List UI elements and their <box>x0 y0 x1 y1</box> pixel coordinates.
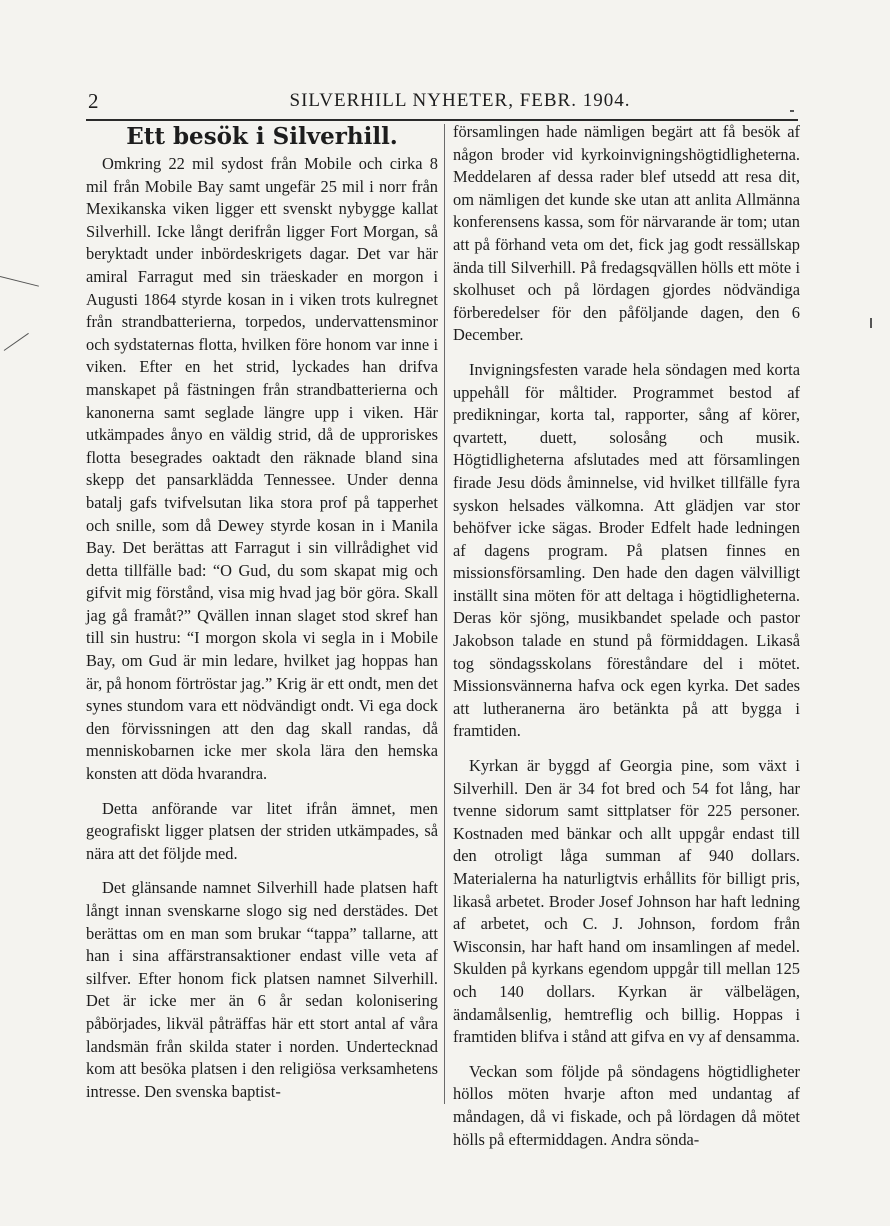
continued-paragraph: församlingen hade nämligen begärt att få besök af någon broder vid kyrkoinvigningshögtidligheterna. Meddelaren af dessa rader blef utsedd att resa dit, om nämligen det kunde ske utan att anlita Allmänna konferensens kassa, som för närvarande är tom; utan att på förhand veta om det, fick jag godt ressällskap ända till Silverhill. På fredagsqvällen hölls ett möte i skolhuset och på lördagen gjordes nödvändiga förberedelser för den påföljande dagen, den 6 December. <box>453 122 800 345</box>
paragraph: Detta anförande var litet ifrån ämnet, men geografiskt ligger platsen der striden utkämpades, så nära att det följde med. <box>86 798 438 863</box>
paragraph: Omkring 22 mil sydost från Mobile och cirka 8 mil från Mobile Bay samt ungefär 25 mil i norr från Mexikanska viken ligger ett svenskt nybygge kallat Silverhill. Icke långt derifrån ligger Fort Morgan, så beryktadt under inbördeskrigets dagar. Det var här amiral Farragut med sin träeskader en morgon i Augusti 1864 styrde kosan in i viken trots kulregnet från strandbatterierna, torpedos, undervattensminor och sydstaternas flotta, hvilken före honom var inne i viken. Efter en het strid, lyckades han drifva manskapet på fästningen från strandbatterierna och kanonerna samt seglade längre upp i viken. Här utkämpades ånyo en väldig strid, då de upproriskes flotta besegrades oaktadt den räknade bland sina skepp det pansarklädda Tennessee. Under denna batalj gafs tvifvelsutan lika stora prof på tapperhet och snille, som då Dewey styrde kosan in i Manila Bay. Det berättas att Farragut i sin villrådighet vid detta tillfälle bad: “O Gud, du som skapat mig och gifvit mig förstånd, visa mig hvad jag bör göra. Skall jag gå framåt?” Qvällen innan slaget stod skref han till sin hustru: “I morgon skola vi segla in i Mobile Bay, om Gud är min ledare, hvilket jag hoppas han är, på honom förtröstar jag.” Krig är ett ondt, men det synes stundom vara ett nödvändigt ondt. Vi ega dock den förvissningen att den dag skall randas, då menniskobarnen icke mer skola lära den hemska konsten att döda hvarandra. <box>86 154 438 784</box>
article-title: Ett besök i Silverhill. <box>126 123 398 150</box>
column-divider <box>444 124 445 1104</box>
page-number: 2 <box>88 89 99 113</box>
right-column <box>453 121 800 1163</box>
scan-mark <box>790 110 794 112</box>
scan-mark <box>4 333 29 351</box>
scan-mark <box>870 318 872 328</box>
scan-mark <box>0 276 39 287</box>
paragraph: Veckan som följde på söndagens högtidligheter höllos möten hvarje afton med undantag af måndagen, då vi fiskade, och på lördagen då mötet hölls på eftermiddagen. Andra sönda- <box>453 1061 800 1149</box>
running-head: SILVERHILL NYHETER, FEBR. 1904. <box>289 90 631 111</box>
left-column <box>86 121 438 1115</box>
paragraph: Kyrkan är byggd af Georgia pine, som växt i Silverhill. Den är 34 fot bred och 54 fot lång, har tvenne sidorum samt sittplatser för 225 personer. Kostnaden med bänkar och allt uppgår endast till den otroligt låga summan af 940 dollars. Materialerna ha naturligtvis erhållits för billigt pris, likaså arbetet. Broder Josef Johnson har haft ledning af arbetet, och C. J. Johnson, fordom från Wisconsin, har haft hand om insamlingen af medel. Skulden på kyrkans egendom uppgår till mellan 125 och 140 dollars. Kyrkan är välbelägen, ändamålsenlig, hemtreflig och billig. Hoppas i framtiden blifva i stånd att gifva en vy af densamma. <box>453 756 800 1047</box>
paragraph: Det glänsande namnet Silverhill hade platsen haft långt innan svenskarne slogo sig ned derstädes. Det berättas om en man som brukar “tappa” tallarne, att han i sina affärstransaktioner endast ville veta af silfver. Efter honom fick platsen namnet Silverhill. Det är icke mer än 6 år sedan kolonisering påbörjades, likväl påträffas här ett stort antal af våra landsmän från skilda stater i norden. Undertecknad kom att besöka platsen i den religiösa verksamhetens intresse. Den svenska baptist- <box>86 878 438 1101</box>
paragraph: Invigningsfesten varade hela söndagen med korta uppehåll för måltider. Programmet bestod af predikningar, korta tal, rapporter, sång af körer, qvartett, duett, solosång och musik. Högtidligheterna afslutades med att församlingen firade Jesu döds åminnelse, vid hvilket tillfälle fyra syskon helsades välkomna. Att glädjen var stor behöfver icke sägas. Broder Edfelt hade ledningen af dagens program. På platsen finnes en missionsförsamling. Den hade den dagen välvilligt inställt sina möten för att deltaga i högtidligheterna. Deras kör sjöng, musikbandet spelade och pastor Jakobson talade en stund på förmiddagen. Likaså tog söndagsskolans föreståndare del i mötet. Missionsvännerna hafva ock egen kyrka. Det sades att lutheranerna äro betänkta på att bygga i framtiden. <box>453 359 800 741</box>
